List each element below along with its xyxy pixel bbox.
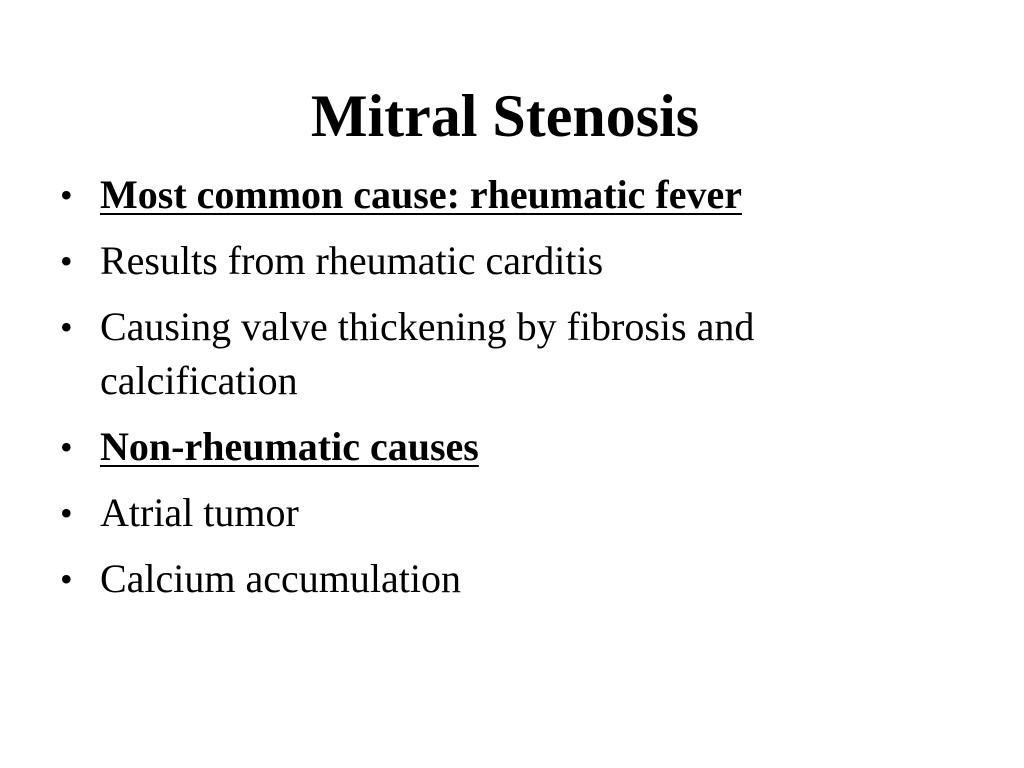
bullet-dot-icon: •	[60, 493, 73, 533]
bullet-text: Calcium accumulation	[100, 556, 461, 601]
bullet-dot-icon: •	[60, 427, 73, 467]
bullet-item	[60, 486, 960, 540]
bullet-text: Non-rheumatic causes	[100, 424, 479, 469]
bullet-text: Causing valve thickening by fibrosis and calcification	[100, 304, 755, 403]
bullet-text: Atrial tumor	[100, 490, 299, 535]
bullet-dot-icon: •	[60, 241, 73, 281]
bullet-text: Most common cause: rheumatic fever	[100, 172, 743, 217]
bullet-item	[60, 300, 960, 408]
bullet-item	[60, 552, 960, 606]
bullet-item	[60, 234, 960, 288]
slide-title: Mitral Stenosis	[310, 83, 700, 149]
bullet-text: Results from rheumatic carditis	[100, 238, 604, 283]
bullet-item	[60, 168, 960, 222]
bullet-dot-icon: •	[60, 307, 73, 347]
bullet-list	[60, 168, 960, 618]
bullet-dot-icon: •	[60, 175, 73, 215]
bullet-item	[60, 420, 960, 474]
bullet-dot-icon: •	[60, 559, 73, 599]
